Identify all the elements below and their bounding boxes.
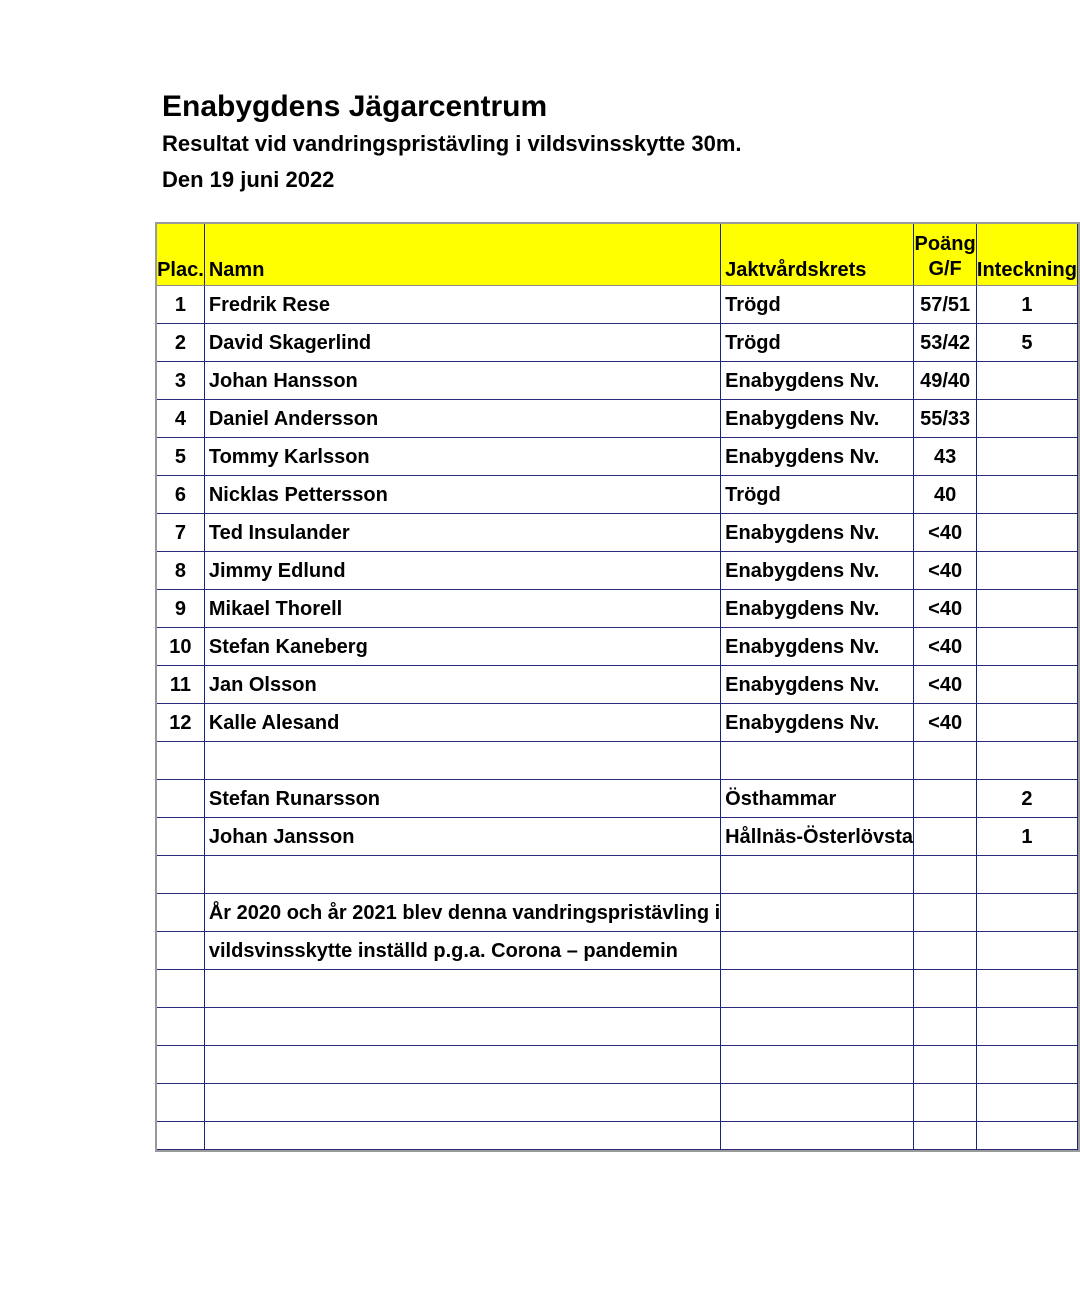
cell-poang: <40 [914, 552, 976, 590]
cell-krets: Enabygdens Nv. [721, 400, 914, 438]
cell-plac: 11 [157, 666, 205, 704]
header-poang [914, 224, 976, 286]
cell-namn: David Skagerlind [205, 324, 721, 362]
cell-namn: Nicklas Pettersson [205, 476, 721, 514]
cell-plac: 8 [157, 552, 205, 590]
table-row [157, 514, 1078, 552]
event-date: Den 19 juni 2022 [162, 167, 335, 192]
table-row [157, 780, 1078, 818]
empty-row [157, 970, 1078, 1008]
table-row [157, 362, 1078, 400]
cell-namn: Jan Olsson [205, 666, 721, 704]
cell-krets: Trögd [721, 476, 914, 514]
page-title: Enabygdens Jägarcentrum [162, 90, 548, 123]
cell-namn: Fredrik Rese [205, 286, 721, 324]
cell-plac: 5 [157, 438, 205, 476]
table-row [157, 704, 1078, 742]
table-row [157, 400, 1078, 438]
cell-plac: 1 [157, 286, 205, 324]
cell-poang: <40 [914, 514, 976, 552]
header-poang-line1: Poäng [914, 233, 976, 255]
cell-inteckning: 1 [977, 818, 1078, 856]
cell-namn: Jimmy Edlund [205, 552, 721, 590]
empty-row [157, 1008, 1078, 1046]
cell-namn: Daniel Andersson [205, 400, 721, 438]
note-row [157, 932, 1078, 970]
empty-row [157, 1046, 1078, 1084]
cell-namn: Mikael Thorell [205, 590, 721, 628]
table-row [157, 666, 1078, 704]
cell-namn: Johan Jansson [205, 818, 721, 856]
cell-poang: <40 [914, 666, 976, 704]
header-krets: Jaktvårdskrets [721, 224, 914, 286]
cell-plac: 9 [157, 590, 205, 628]
note-line-1: År 2020 och år 2021 blev denna vandringspristävling i [208, 901, 721, 924]
cell-poang: 57/51 [914, 286, 976, 324]
cell-namn: Stefan Kaneberg [205, 628, 721, 666]
note-cell [205, 932, 721, 970]
cell-krets: Enabygdens Nv. [721, 514, 914, 552]
table-row [157, 286, 1078, 324]
table-row [157, 818, 1078, 856]
cell-plac: 3 [157, 362, 205, 400]
cell-poang: <40 [914, 704, 976, 742]
cell-plac: 10 [157, 628, 205, 666]
cell-poang: <40 [914, 628, 976, 666]
results-table [155, 222, 1080, 1152]
cell-krets: Trögd [721, 286, 914, 324]
cell-plac: 2 [157, 324, 205, 362]
cell-inteckning: 2 [977, 780, 1078, 818]
cell-krets: Enabygdens Nv. [721, 628, 914, 666]
cell-plac: 7 [157, 514, 205, 552]
header-plac: Plac. [157, 224, 205, 286]
cell-inteckning [977, 666, 1078, 704]
cell-poang: <40 [914, 590, 976, 628]
table-row [157, 438, 1078, 476]
cell-inteckning [977, 704, 1078, 742]
cell-inteckning: 1 [977, 286, 1078, 324]
table-row [157, 590, 1078, 628]
table-row [157, 628, 1078, 666]
cell-krets: Trögd [721, 324, 914, 362]
cell-inteckning [977, 362, 1078, 400]
cell-inteckning: 5 [977, 324, 1078, 362]
cell-inteckning [977, 514, 1078, 552]
header-inteckning: Inteckning [977, 224, 1078, 286]
note-line-2: vildsvinsskytte inställd p.g.a. Corona – pandemin [208, 939, 678, 962]
cell-poang: 53/42 [914, 324, 976, 362]
cell-krets: Enabygdens Nv. [721, 438, 914, 476]
cell-namn: Tommy Karlsson [205, 438, 721, 476]
cell-poang: 40 [914, 476, 976, 514]
page-subtitle: Resultat vid vandringspristävling i vildsvinsskytte 30m. [162, 131, 742, 156]
header-namn: Namn [205, 224, 721, 286]
note-row [157, 894, 1078, 932]
cell-plac: 6 [157, 476, 205, 514]
cell-inteckning [977, 400, 1078, 438]
cell-namn: Kalle Alesand [205, 704, 721, 742]
cell-krets: Enabygdens Nv. [721, 666, 914, 704]
note-cell [205, 894, 721, 932]
cell-krets: Östhammar [721, 780, 914, 818]
table-row [157, 552, 1078, 590]
cell-krets: Enabygdens Nv. [721, 704, 914, 742]
cell-inteckning [977, 476, 1078, 514]
empty-row [157, 1084, 1078, 1122]
table-header-row [157, 224, 1078, 286]
header-poang-line2: G/F [928, 258, 962, 280]
empty-row [157, 742, 1078, 780]
table-row [157, 476, 1078, 514]
cell-inteckning [977, 438, 1078, 476]
empty-row [157, 1122, 1078, 1150]
cell-poang: 49/40 [914, 362, 976, 400]
cell-namn: Johan Hansson [205, 362, 721, 400]
cell-plac: 12 [157, 704, 205, 742]
cell-plac: 4 [157, 400, 205, 438]
cell-poang: 55/33 [914, 400, 976, 438]
cell-namn: Stefan Runarsson [205, 780, 721, 818]
cell-inteckning [977, 628, 1078, 666]
document-header [162, 88, 742, 198]
cell-krets: Enabygdens Nv. [721, 362, 914, 400]
empty-row [157, 856, 1078, 894]
cell-poang: 43 [914, 438, 976, 476]
cell-namn: Ted Insulander [205, 514, 721, 552]
cell-krets: Hållnäs-Österlövsta [721, 818, 914, 856]
cell-krets: Enabygdens Nv. [721, 590, 914, 628]
cell-inteckning [977, 590, 1078, 628]
cell-krets: Enabygdens Nv. [721, 552, 914, 590]
table-row [157, 324, 1078, 362]
cell-inteckning [977, 552, 1078, 590]
